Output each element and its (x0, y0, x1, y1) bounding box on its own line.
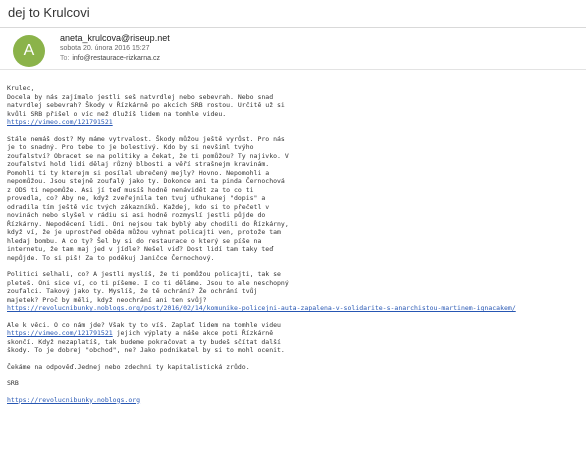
text-line: natvrdlej sebevrah? Škody v Řízkárně po akcích SRB rostou. Určitě už si (7, 101, 285, 109)
divider (0, 27, 586, 28)
recipient-email[interactable]: info@restaurace-rizkarna.cz (72, 55, 160, 62)
text-line: hledaj bombu. A co ty? Šel by si do restaurace o který se píše na (7, 236, 262, 245)
email-body (7, 84, 577, 412)
text-line: když ví, že je uprostřed oběda můžou vyhnat policajti ven, protože tam (7, 228, 281, 236)
text-fragment: jejich výplaty a náše akce poti Řízkárně (112, 329, 274, 337)
vimeo-link[interactable]: https://vimeo.com/121791521 (7, 329, 113, 337)
noblogs-link[interactable]: https://revolucnibunky.noblogs.org (7, 395, 141, 404)
sender-email[interactable]: aneta_krulcova@riseup.net (60, 33, 170, 43)
paragraph-5 (7, 363, 577, 372)
text-line: škody. To je dobrej "obchod", ne? Jako podnikatel by si to mohl ocenit. (7, 346, 285, 354)
noblogs-post-link[interactable]: https://revolucnibunky.noblogs.org/post/2016/02/14/komunike-policejni-auta-zapalena-v-solidarite-s-anarchistou-martinem-ignacakem/ (7, 304, 516, 312)
text-line: provedla, co? Aby ne, když zveřejnila ten tvuj uťhukanej "dopis" a (7, 194, 266, 202)
sender-avatar: A (13, 35, 45, 67)
text-line: nepůjde. To si piš! Za to poděkuj Janičce Černochový. (7, 253, 215, 262)
vimeo-link[interactable]: https://vimeo.com/121791521 (7, 118, 113, 126)
text-line: novinách nebo slyšel v rádiu si asi hodně rozmyslí jestli půjde do (7, 211, 266, 219)
paragraph-4 (7, 321, 577, 355)
text-line: internetu, že tam maj jed v jídle? Nešel viď? Dost lidí tam taky teď (7, 245, 274, 253)
email-date: sobota 20. února 2016 15:27 (60, 45, 150, 52)
text-line: zoufalství hold lidi dělaj různý blbosti a věří strašnejm kravinám. (7, 160, 270, 168)
text-line: nepomůžou. Jsou stejně zoufalý jako ty. Dokonce ani ta pinda Černochová (7, 177, 285, 185)
text-line: Ale k věci. O co nám jde? Však ty to víš. Zaplať lidem na tomhle videu (7, 320, 281, 329)
email-subject: dej to Krulcovi (8, 5, 90, 20)
text-line: je to snadný. Pro tebe to je bolestivý. Kdo by si nevšiml tvýho (7, 143, 254, 151)
text-line: pleteš. Oni sice ví, co ti píšeme. I co ti děláme. Jsou to ale neschopný (7, 278, 289, 287)
recipient-line (60, 55, 160, 62)
text-line: zoufalství? Obracet se na politiky a čekat, že ti pomůžou? Ty najivko. V (7, 151, 289, 160)
text-line: odradila tím ještě víc tvých zákazníků. Každej, kdo si to přečetl v (7, 202, 270, 211)
text-line: Krulec, (7, 84, 35, 92)
to-label: To: (60, 55, 70, 62)
paragraph-7 (7, 396, 577, 405)
text-line: Čekáme na odpověď.Jednej nebo zdechni ty kapitalistická zrůdo. (7, 362, 250, 371)
text-line: Stále nemáš dost? My máme vytrvalost. Škody můžou ještě vyrůst. Pro nás (7, 134, 285, 143)
text-line: majetek? Proč by měli, když neochrání ani ten svůj? (7, 295, 207, 304)
text-line: Docela by nás zajímalo jestli seš natvrdlej nebo sebevrah. Nebo snad (7, 92, 274, 101)
paragraph-2 (7, 135, 577, 263)
divider (0, 69, 586, 70)
text-line: Pomohli ti ty kterejm si posílal ubrečený mejly? Hovno. Nepomohli a (7, 168, 270, 177)
text-line: z ODS ti nepomůže. Asi jí teď musíš hodně nenávidět za to co ti (7, 185, 254, 194)
text-line: Řízkárny. Nepoděcení lidi. Oni nejsou tak byblý aby chodili do Řízkárny, (7, 219, 289, 228)
text-line: Politici selhali, co? A jestli myslíš, že ti pomůžou policajti, tak se (7, 270, 281, 278)
text-line: skončí. Když nezaplatíš, tak budeme pokračovat a ty budeš sčítat další (7, 337, 281, 346)
paragraph-1 (7, 84, 577, 127)
text-line: kvůli SRB přišel o víc než dlužíš lidem na tomhle videu. (7, 109, 227, 118)
signature-text: SRB (7, 379, 19, 387)
paragraph-3 (7, 270, 577, 313)
text-line: zoufalci. Takový jako ty. Myslíš, že tě ochrání? Že ochrání tvůj (7, 287, 258, 295)
signature (7, 379, 577, 388)
